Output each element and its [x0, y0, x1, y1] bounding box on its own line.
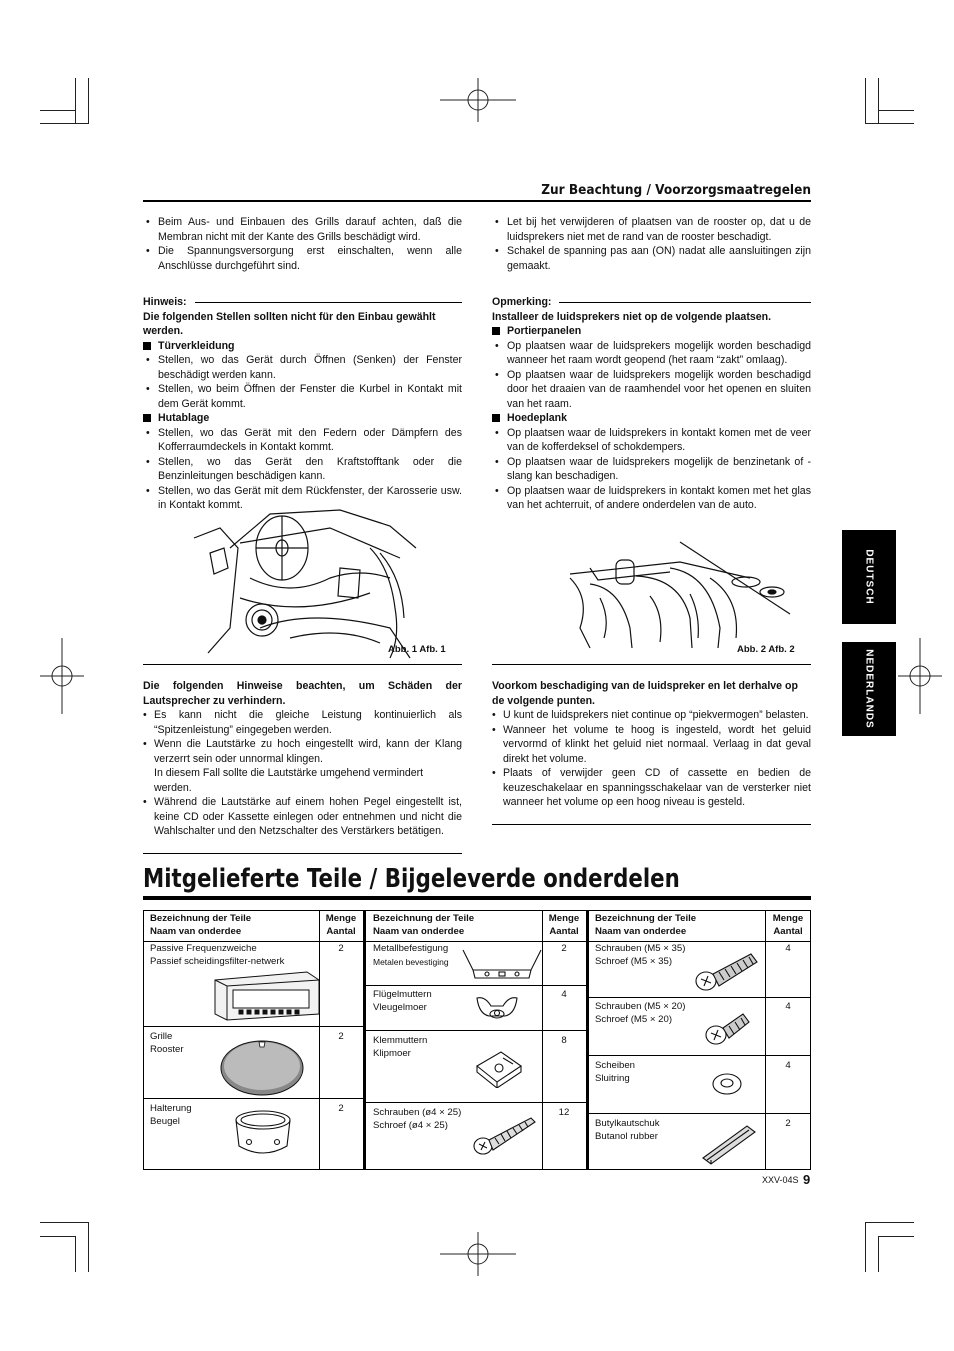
part-qty: 4: [785, 1001, 791, 1012]
header-qty: Menge Aantal: [325, 913, 357, 937]
part-qty: 2: [561, 943, 567, 954]
list-item-continuation: In diesem Fall sollte die Lautstärke umgehend vermindert werden.: [154, 767, 424, 794]
subheading: Türverkleidung: [143, 339, 462, 354]
note-heading: Hinweis:: [143, 295, 462, 310]
part-qty: 4: [561, 989, 567, 1000]
registration-mark-top: [440, 78, 516, 122]
german-warning-rule: [143, 853, 462, 854]
list-item: • Op plaatsen waar de luidsprekers in kontakt komen met de veer van de kofferdeksel of schokdempers.: [492, 426, 811, 455]
part-name: Grille Rooster: [150, 1031, 184, 1055]
figure-1-rule: [143, 664, 462, 665]
metal-bracket-icon: [461, 948, 543, 987]
bracket-ring-icon: [233, 1108, 293, 1163]
subheading: Hutablage: [143, 411, 462, 426]
list-item: • Stellen, wo beim Öffnen der Fenster die Kurbel in Kontakt mit dem Gerät kommt.: [143, 382, 462, 411]
list-item: • Op plaatsen waar de luidsprekers in kontakt komen met het glas van het achterruit, of andere onderdelen van de auto.: [492, 484, 811, 513]
subheading: Portierpanelen: [492, 324, 811, 339]
dutch-warning: [492, 679, 811, 810]
header-name: Bezeichnung der Teile Naam van onderdee: [150, 913, 252, 937]
registration-mark-right: [898, 638, 942, 714]
part-name: Metallbefestigung Metalen bevestiging: [373, 943, 449, 967]
list-item: • Während die Lautstärke auf einem hohen Pegel eingestellt ist, keine CD oder Kassette einlegen oder entnehmen und nicht die Wahlschalter und den Netzschalter des Verstärkers betätigen.: [143, 795, 462, 839]
row-rule: [588, 1113, 811, 1114]
row-rule: [588, 1055, 811, 1056]
section-title: Zur Beachtung / Voorzorgsmaatregelen: [541, 182, 811, 198]
butyl-rubber-icon: [701, 1122, 757, 1171]
list-item: • Let bij het verwijderen of plaatsen van de rooster op, dat u de luidsprekers niet met de rand van de rooster beschadigt.: [492, 215, 811, 244]
part-name: Klemmuttern Klipmoer: [373, 1035, 428, 1059]
dutch-warning-rule: [492, 824, 811, 825]
part-name: Butylkautschuk Butanol rubber: [595, 1118, 660, 1142]
warning-title: Die folgenden Hinweise beachten, um Schäden der Lautsprecher zu verhindern.: [143, 680, 462, 707]
list-item: • Wanneer het volume te hoog is ingesteld, wordt het geluid vervormd of klinkt het geluid niet normaal. Verlaag in dat geval direkt het volume.: [492, 723, 811, 767]
note-intro: Installeer de luidsprekers niet op de volgende plaatsen.: [492, 310, 772, 323]
list-item: • Op plaatsen waar de luidsprekers mogelijk worden beschadigd door het draaien van de raamhendel voor het openen en sluiten van het raam.: [492, 368, 811, 412]
washer-icon: [711, 1072, 743, 1101]
speaker-grille-icon: [219, 1038, 305, 1101]
list-item: • Plaats of verwijder geen CD of cassette en bedien de keuzeschakelaar en spanningsschakelaar van de versterker niet wanneer het volume op een hoog niveau is gesteld.: [492, 766, 811, 810]
row-rule: [588, 997, 811, 998]
part-name: Schrauben (ø4 × 25) Schroef (ø4 × 25): [373, 1107, 462, 1131]
part-qty: 4: [785, 943, 791, 954]
part-qty: 4: [785, 1060, 791, 1071]
registration-mark-left: [40, 638, 84, 714]
list-item: • Stellen, wo das Gerät mit den Federn oder Dämpfern des Kofferraumdeckels in Kontakt kommt.: [143, 426, 462, 455]
list-item: • Es kann nicht die gleiche Leistung kontinuierlich als “Spitzenleistung” eingegeben werden.: [143, 708, 462, 737]
short-screw-icon: [705, 1008, 751, 1051]
tab-deutsch: DEUTSCH: [842, 530, 896, 624]
group-divider-2: [586, 910, 589, 1170]
list-item: • U kunt de luidsprekers niet continue op “piekvermogen” belasten.: [492, 708, 811, 723]
wing-nut-icon: [475, 994, 519, 1029]
list-item: • Schakel de spanning pas aan (ON) nadat alle aansluitingen zijn gemaakt.: [492, 244, 811, 273]
part-qty: 8: [561, 1035, 567, 1046]
tapping-screw-icon: [473, 1112, 537, 1161]
parts-title: Mitgelieferte Teile / Bijgeleverde onderdelen: [143, 864, 680, 894]
figure-2-rule: [492, 664, 811, 665]
header-name: Bezeichnung der Teile Naam van onderdee: [373, 913, 475, 937]
dutch-column: [492, 215, 811, 513]
note-heading: Opmerking:: [492, 295, 811, 310]
list-item: • Stellen, wo das Gerät den Kraftstofftank oder die Benzinleitungen beschädigen kann.: [143, 455, 462, 484]
crossover-network-icon: [209, 970, 321, 1027]
section-title-rule: [143, 200, 811, 202]
clip-nut-icon: [473, 1048, 525, 1093]
registration-mark-bottom: [440, 1232, 516, 1276]
page-number: 9: [803, 1172, 811, 1187]
part-qty: 2: [338, 943, 344, 954]
figure-parcel-shelf: [560, 538, 792, 655]
header-name: Bezeichnung der Teile Naam van onderdee: [595, 913, 697, 937]
long-screw-icon: [695, 948, 759, 997]
figure-door-speaker: [190, 508, 422, 665]
part-qty: 2: [338, 1103, 344, 1114]
subheading: Hoedeplank: [492, 411, 811, 426]
header-qty: Menge Aantal: [548, 913, 580, 937]
figure-2-caption: Abb. 2 Afb. 2: [737, 644, 795, 655]
list-item: • Stellen, wo das Gerät mit dem Rückfenster, der Karosserie usw. in Kontakt kommt.: [143, 484, 462, 513]
row-rule: [365, 1102, 587, 1103]
list-item: • Die Spannungsversorgung erst einschalten, wenn alle Anschlüsse durchgeführt sind.: [143, 244, 462, 273]
part-name: Passive Frequenzweiche Passief scheidingsfilter-netwerk: [150, 943, 285, 967]
list-item: • Wenn die Lautstärke zu hoch eingestellt wird, kann der Klang verzerrt sein oder unnormal klingen.: [143, 737, 462, 766]
part-name: Schrauben (M5 × 35) Schroef (M5 × 35): [595, 943, 686, 967]
row-rule: [365, 1030, 587, 1031]
list-item: • Stellen, wo das Gerät durch Öffnen (Senken) der Fenster beschädigt werden kann.: [143, 353, 462, 382]
list-item: • Op plaatsen waar de luidsprekers mogelijk de benzinetank of -slang kan beschadigen.: [492, 455, 811, 484]
parts-table: [143, 910, 811, 1170]
list-item: • Op plaatsen waar de luidsprekers mogelijk worden beschadigd wanneer het raam wordt geopend (het raam “zakt” omlaag).: [492, 339, 811, 368]
group-divider-1: [363, 910, 366, 1170]
part-qty: 2: [785, 1118, 791, 1129]
warning-title: Voorkom beschadiging van de luidspreker en let derhalve op de volgende punten.: [492, 680, 798, 707]
part-name: Halterung Beugel: [150, 1103, 192, 1127]
part-name: Flügelmuttern Vleugelmoer: [373, 989, 432, 1013]
figure-1-caption: Abb. 1 Afb. 1: [388, 644, 446, 655]
part-name: Scheiben Sluitring: [595, 1060, 636, 1084]
tab-nederlands: NEDERLANDS: [842, 642, 896, 736]
german-column: [143, 215, 462, 513]
part-qty: 2: [338, 1031, 344, 1042]
note-intro: Die folgenden Stellen sollten nicht für den Einbau gewählt werden.: [143, 310, 436, 337]
parts-title-rule: [143, 896, 811, 900]
part-qty: 12: [558, 1107, 570, 1118]
header-rule: [143, 941, 811, 942]
part-name: Schrauben (M5 × 20) Schroef (M5 × 20): [595, 1001, 686, 1025]
list-item: • Beim Aus- und Einbauen des Grills darauf achten, daß die Membran nicht mit der Kante des Grills beschädigt wird.: [143, 215, 462, 244]
header-qty: Menge Aantal: [772, 913, 804, 937]
model-code: XXV-04S: [762, 1175, 799, 1185]
german-warning: [143, 679, 462, 839]
